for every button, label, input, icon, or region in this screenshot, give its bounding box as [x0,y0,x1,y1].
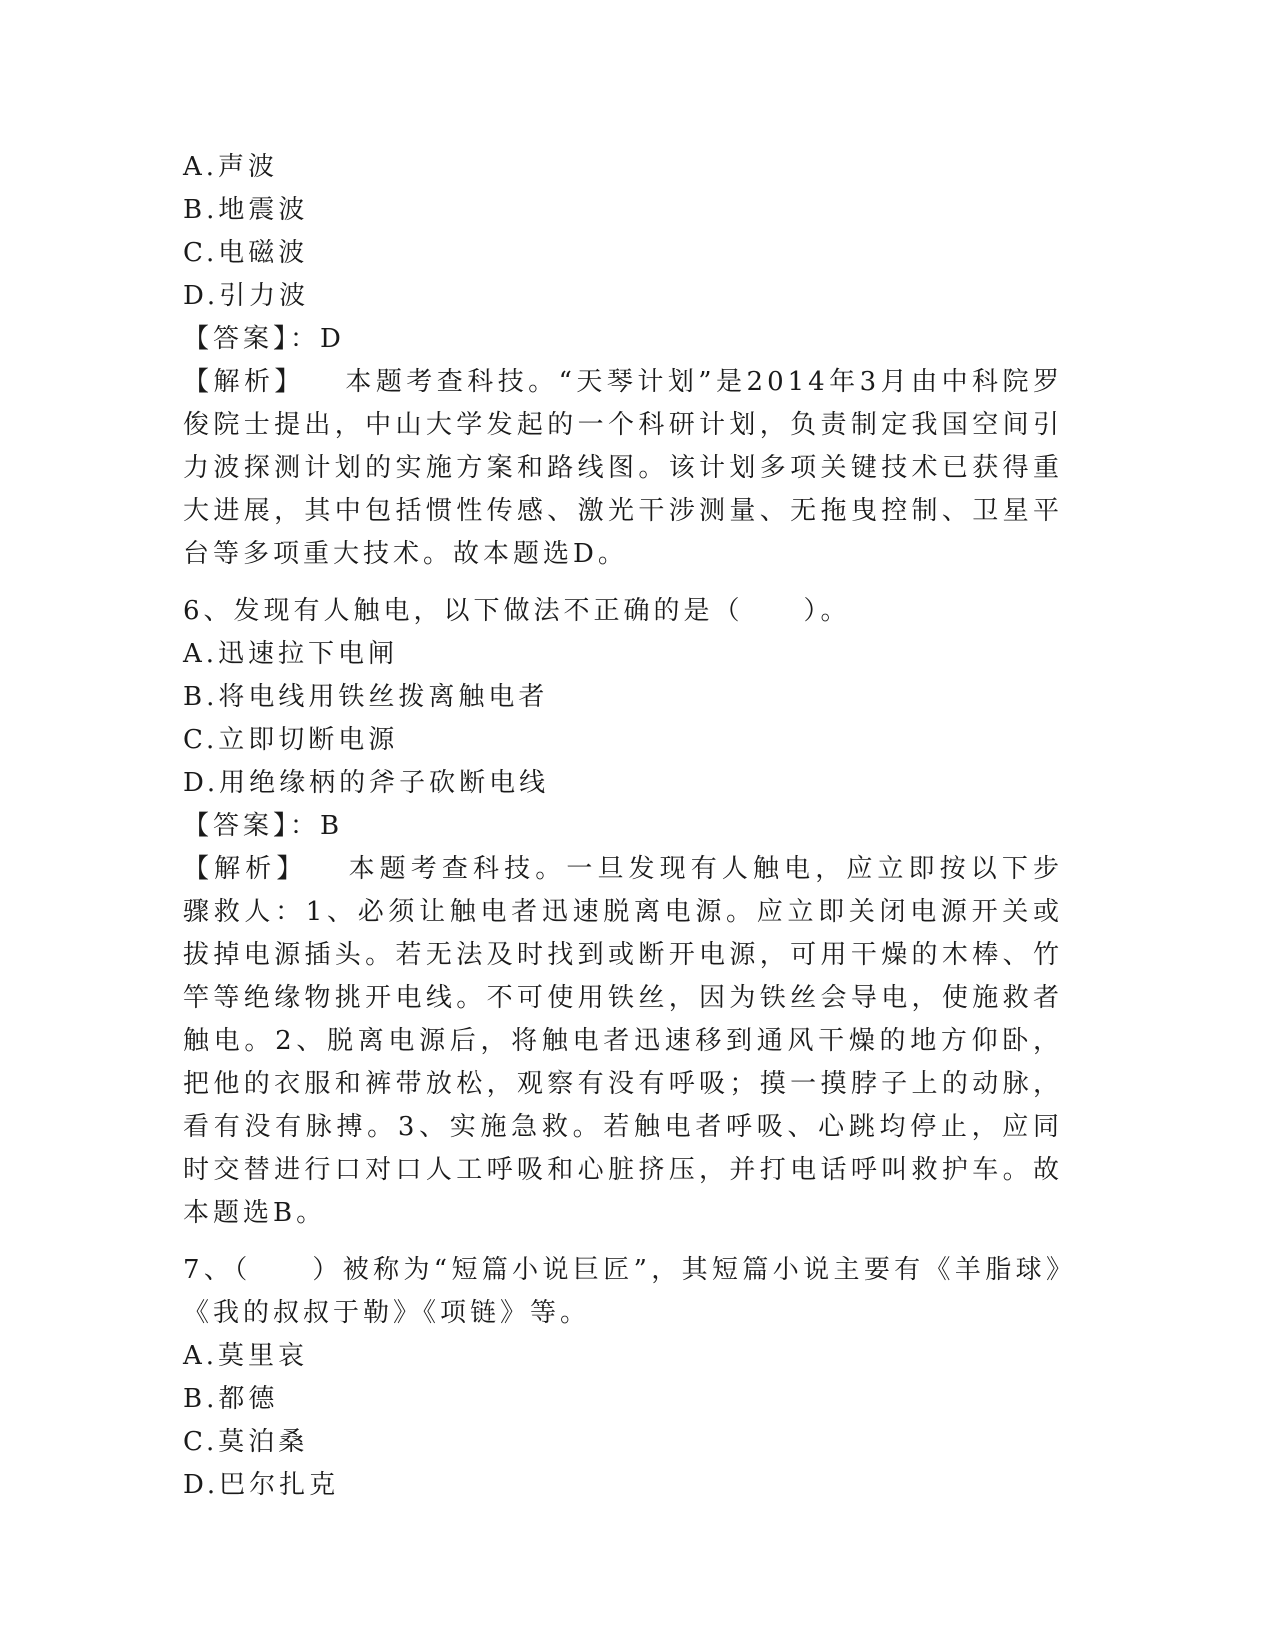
analysis-label: 【解析】 [183,367,305,397]
option-c: C.莫泊桑 [183,1427,309,1457]
analysis-text: 本题考查科技。一旦发现有人触电，应立即按以下步骤救人：1、必须让触电者迅速脱离电源。应立即关闭电源开关或拔掉电源插头。若无法及时找到或断开电源，可用干燥的木棒、竹竿等绝缘物挑开电线。不可使用铁丝，因为铁丝会导电，使施救者触电。2、脱离电源后，将触电者迅速移到通风干燥的地方仰卧，把他的衣服和裤带放松，观察有没有呼吸；摸一摸脖子上的动脉，看有没有脉搏。3、实施急救。若触电者呼吸、心跳均停止，应同时交替进行口对口人工呼吸和心脏挤压，并打电话呼叫救护车。故本题选B。 [183,854,1063,1228]
analysis-label: 【解析】 [183,854,308,884]
answer-value: D [320,324,345,354]
analysis-paragraph [183,848,1063,1235]
question-5 [183,146,1063,576]
answer-line [183,805,1063,848]
question-6 [183,590,1063,1235]
option-b: B.将电线用铁丝拨离触电者 [183,682,549,712]
question-text: 7、（ ）被称为“短篇小说巨匠”，其短篇小说主要有《羊脂球》《我的叔叔于勒》《项链》等。 [183,1255,1063,1328]
option-a: A.莫里哀 [183,1341,309,1371]
answer-value: B [320,811,344,841]
answer-separator: ： [290,811,321,841]
answer-label: 【答案】 [183,811,291,841]
answer-line [183,318,1063,361]
option-b: B.都德 [183,1384,279,1414]
answer-label: 【答案】 [183,324,291,354]
option-a: A.迅速拉下电闸 [183,639,399,669]
analysis-text: 本题考查科技。“天琴计划”是2014年3月由中科院罗俊院士提出，中山大学发起的一个科研计划，负责制定我国空间引力波探测计划的实施方案和路线图。该计划多项关键技术已获得重大进展，其中包括惯性传感、激光干涉测量、无拖曳控制、卫星平台等多项重大技术。故本题选D。 [183,367,1063,569]
document-page [183,146,1063,1507]
option-d: D.巴尔扎克 [183,1470,340,1500]
option-b: B.地震波 [183,195,309,225]
question-7 [183,1249,1063,1507]
answer-separator: ： [290,324,321,354]
option-d: D.引力波 [183,281,310,311]
option-c: C.电磁波 [183,238,309,268]
question-text: 6、发现有人触电，以下做法不正确的是（ ）。 [183,596,851,626]
option-c: C.立即切断电源 [183,725,399,755]
option-a: A.声波 [183,152,279,182]
option-d: D.用绝缘柄的斧子砍断电线 [183,768,550,798]
analysis-paragraph [183,361,1063,576]
